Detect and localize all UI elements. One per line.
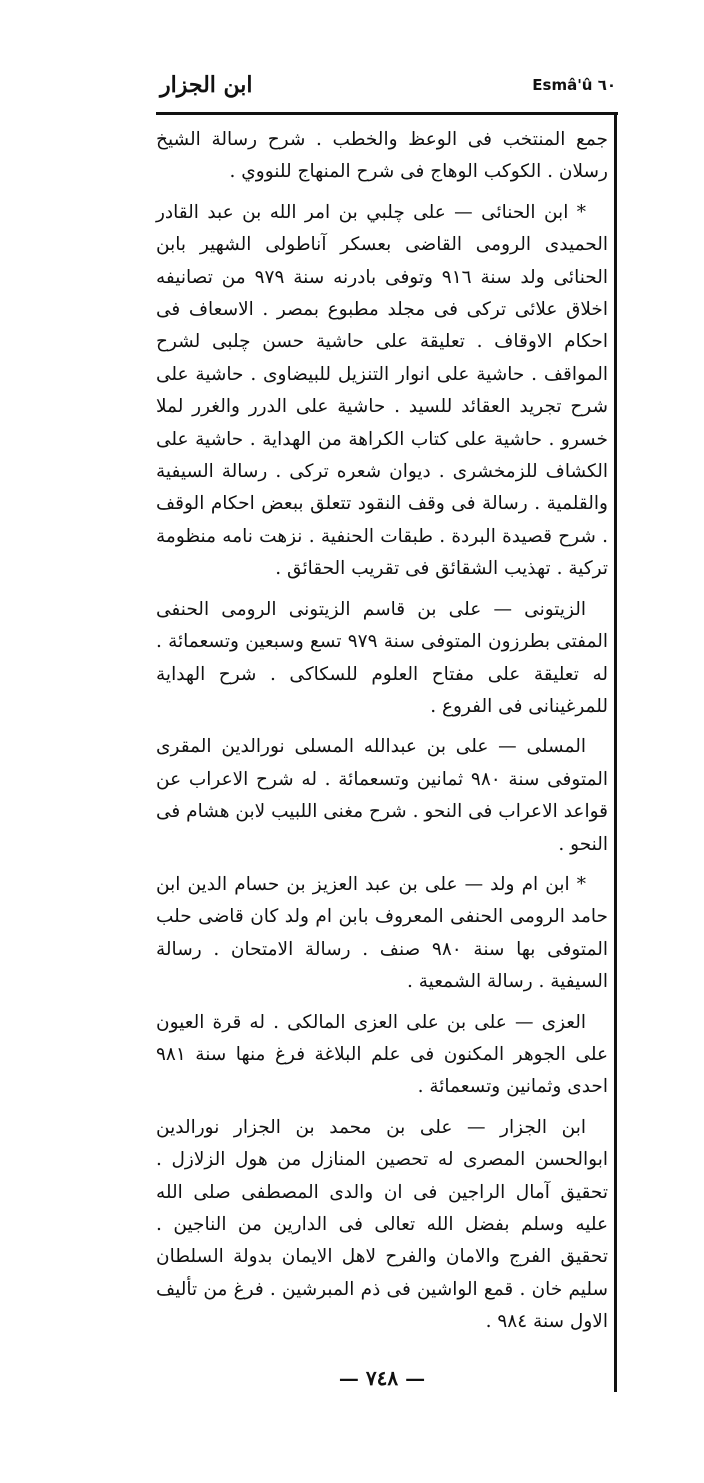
entry-ibn-umm-walad: * ابن ام ولد — على بن عبد العزيز بن حسام الدين ابن حامد الرومى الحنفى المعروف بابن ام ولد كان قاضى حلب المتوفى بها سنة ٩٨٠ صنف . رسالة الامتحان . رسالة السيفية . رسالة الشمعية .	[156, 873, 608, 993]
paragraph-continuation: جمع المنتخب فى الوعظ والخطب . شرح رسالة الشيخ رسلان . الكوكب الوهاج فى شرح المنهاج للنووي .	[156, 129, 608, 183]
page-number: — ٧٤٨ —	[338, 1366, 426, 1390]
body-text	[156, 124, 608, 1339]
entry-ibn-al-hinnai: * ابن الحنائى — على چلبي بن امر الله بن عبد القادر الحميدى الرومى القاضى بعسكر آناطولى الشهير بابن الحنائى ولد سنة ٩١٦ وتوفى بادرنه سنة ٩٧٩ من تصانيفه اخلاق علائى تركى فى مجلد مطبوع بمصر . الاسعاف فى احكام الاوقاف . تعليقة على حاشية حسن چلبى لشرح المواقف . حاشية على انوار التنزيل للبيضاوى . حاشية على شرح تجريد العقائد للسيد . حاشية على الدرر والغرر لملا خسرو . حاشية على كتاب الكراهة من الهداية . حاشية على الكشاف للزمخشرى . ديوان شعره تركى . رسالة السيفية والقلمية . رسالة فى وقف النقود تتعلق ببعض احكام الوقف . شرح قصيدة البردة . طبقات الحنفية . نزهت نامه منظومة تركية . تهذيب الشقائق فى تقريب الحقائق .	[156, 201, 609, 580]
entry-al-misilli: المسلى — على بن عبدالله المسلى نورالدين المقرى المتوفى سنة ٩٨٠ ثمانين وتسعمائة . له شرح الاعراب عن قواعد الاعراب فى النحو . شرح مغنى اللبيب لابن هشام فى النحو .	[156, 736, 609, 855]
side-rule	[614, 112, 617, 1392]
series-label: Esmâ'û ٦٠	[532, 76, 616, 94]
page-header	[156, 72, 616, 112]
running-title: ابن الجزار	[160, 72, 253, 98]
entry-al-zaytuni: الزيتونى — على بن قاسم الزيتونى الرومى الحنفى المفتى بطرزون المتوفى سنة ٩٧٩ تسع وسبعين وتسعمائة . له تعليقة على مفتاح العلوم للسكاكى . شرح الهداية للمرغينانى فى الفروع .	[156, 598, 609, 717]
entry-al-izzi: العزى — على بن على العزى المالكى . له قرة العيون على الجوهر المكنون فى علم البلاغة فرغ منها سنة ٩٨١ احدى وثمانين وتسعمائة .	[156, 1011, 608, 1098]
header-rule	[156, 112, 618, 115]
entry-ibn-al-jazzar: ابن الجزار — على بن محمد بن الجزار نورالدين ابوالحسن المصرى له تحصين المنازل من هول الزلازل . تحقيق آمال الراجين فى ان والدى المصطفى صلى الله عليه وسلم بفضل الله تعالى فى الدارين من الناجين . تحقيق الفرج والامان والفرح لاهل الايمان بدولة السلطان سليم خان . قمع الواشين فى ذم المبرشين . فرغ من تأليف الاول سنة ٩٨٤ .	[156, 1116, 608, 1333]
